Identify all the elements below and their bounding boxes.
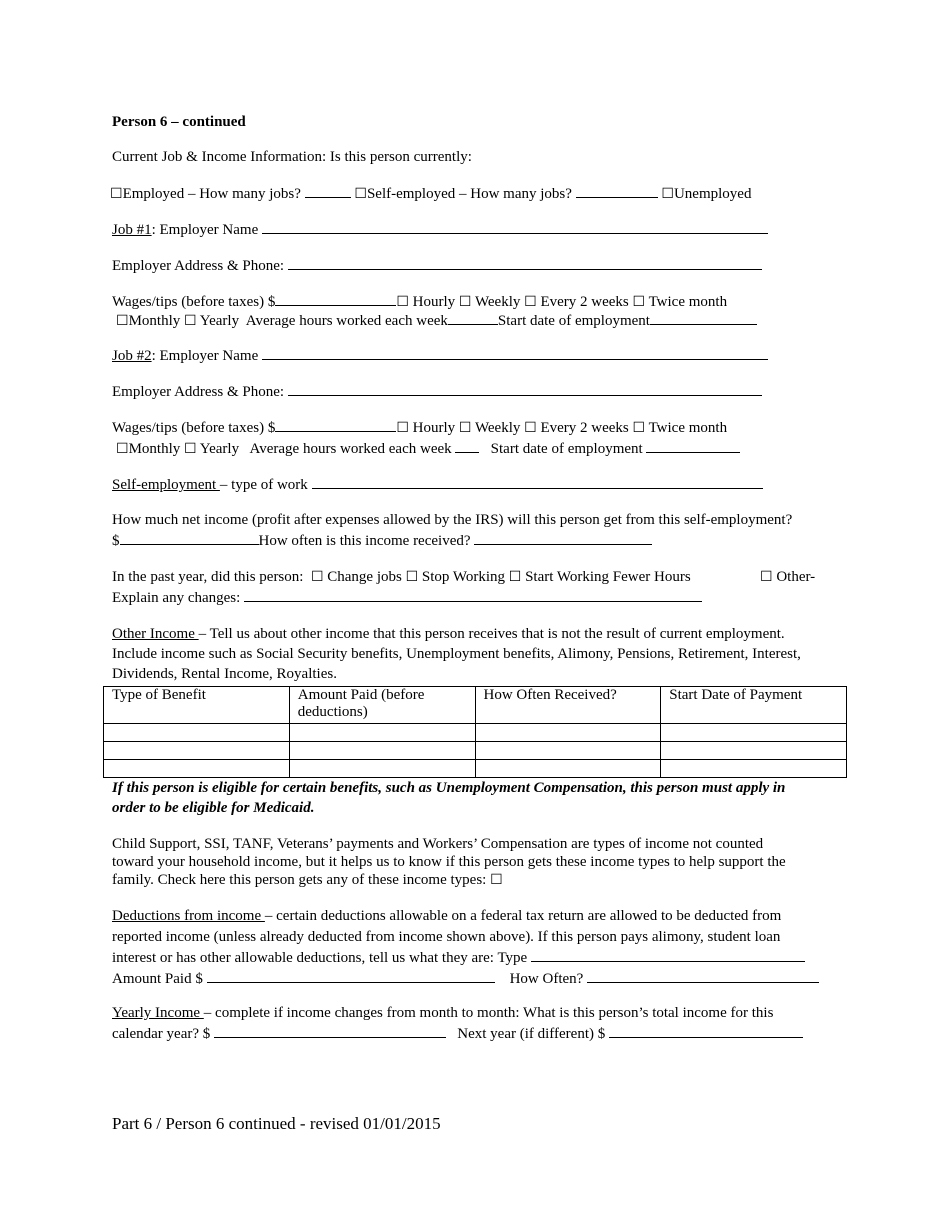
table-row — [104, 742, 847, 760]
job1-weekly-checkbox[interactable]: ☐ — [458, 294, 472, 310]
yearly-income-text1: – complete if income changes from month to month: What is this person’s total income for this — [203, 1005, 774, 1021]
table-row — [104, 724, 847, 742]
job2-yearly-checkbox[interactable]: ☐ — [184, 441, 197, 457]
table-cell[interactable] — [289, 742, 475, 760]
job1-yearly-label: Yearly — [199, 313, 240, 329]
job1-every2weeks-checkbox[interactable]: ☐ — [524, 294, 537, 310]
job2-monthly-label: Monthly — [128, 441, 181, 457]
job2-twicemonth-checkbox[interactable]: ☐ — [632, 420, 646, 436]
employed-label: Employed – How many jobs? — [122, 186, 301, 202]
table-cell[interactable] — [289, 760, 475, 778]
other-income-line3: Dividends, Rental Income, Royalties. — [112, 666, 337, 682]
other-income-line2: Include income such as Social Security benefits, Unemployment benefits, Alimony, Pensions, Retirement, Interest, — [112, 646, 801, 662]
job2-wages-row — [112, 418, 727, 437]
job1-address-row — [112, 256, 762, 275]
job2-wages-field[interactable] — [275, 418, 396, 432]
unemployed-checkbox[interactable]: ☐ — [661, 186, 674, 202]
job2-hourly-checkbox[interactable]: ☐ — [396, 420, 409, 436]
header-how-often: How Often Received? — [475, 687, 661, 724]
deductions-type-row — [112, 948, 805, 967]
job1-every2weeks-label: Every 2 weeks — [540, 294, 629, 310]
table-row — [104, 760, 847, 778]
past-year-question: In the past year, did this person: — [112, 569, 304, 585]
explain-changes-row — [112, 588, 702, 607]
job1-hourly-label: Hourly — [412, 294, 456, 310]
job1-avg-hours-label: Average hours worked each week — [245, 313, 448, 329]
yearly-income-amount-row — [112, 1024, 803, 1043]
job2-address-field[interactable] — [288, 382, 762, 396]
benefits-table — [103, 686, 847, 778]
self-employment-type-field[interactable] — [312, 475, 763, 489]
job1-avg-hours-field[interactable] — [448, 311, 498, 325]
job2-address-row — [112, 382, 762, 401]
job2-every2weeks-label: Every 2 weeks — [540, 420, 629, 436]
calendar-year-label: calendar year? $ — [112, 1026, 211, 1042]
table-cell[interactable] — [104, 760, 290, 778]
self-employment-type-label: – type of work — [219, 477, 308, 493]
job2-start-date-field[interactable] — [646, 439, 740, 453]
past-year-row — [112, 568, 691, 586]
table-cell[interactable] — [661, 724, 847, 742]
table-header-row — [104, 687, 847, 724]
unemployed-label: Unemployed — [673, 186, 752, 202]
job2-hourly-label: Hourly — [412, 420, 456, 436]
job1-monthly-checkbox[interactable]: ☐ — [116, 313, 129, 329]
eligibility-note-line2: order to be eligible for Medicaid. — [112, 800, 315, 816]
header-amount-paid: Amount Paid (before deductions) — [289, 687, 475, 724]
job2-wages-label: Wages/tips (before taxes) $ — [112, 420, 276, 436]
self-employed-label: Self-employed – How many jobs? — [366, 186, 572, 202]
table-cell[interactable] — [289, 724, 475, 742]
job1-wages-field[interactable] — [275, 292, 396, 306]
eligibility-note-line1: If this person is eligible for certain benefits, such as Unemployment Compensation, this person must apply in — [112, 780, 786, 796]
job1-wages-row — [112, 292, 727, 311]
explain-changes-label: Explain any changes: — [112, 590, 241, 606]
yearly-income-line1 — [112, 1004, 773, 1022]
next-year-label: Next year (if different) $ — [457, 1026, 606, 1042]
income-types-checkbox[interactable]: ☐ — [490, 872, 503, 888]
deductions-line1 — [112, 907, 781, 925]
job1-start-date-label: Start date of employment — [497, 313, 650, 329]
table-cell[interactable] — [104, 742, 290, 760]
job2-weekly-label: Weekly — [474, 420, 521, 436]
other-income-text1: – Tell us about other income that this person receives that is not the result of current employment. — [198, 626, 785, 642]
job2-start-date-label: Start date of employment — [490, 441, 643, 457]
other-income-label: Other Income — [112, 626, 199, 642]
header-start-date: Start Date of Payment — [661, 687, 847, 724]
job1-employer-name-label: : Employer Name — [151, 222, 259, 238]
job2-yearly-label: Yearly — [199, 441, 240, 457]
net-income-row — [112, 531, 652, 550]
job2-monthly-checkbox[interactable]: ☐ — [116, 441, 129, 457]
job1-monthly-label: Monthly — [128, 313, 181, 329]
net-income-field[interactable] — [120, 531, 259, 545]
self-employment-label: Self-employment — [112, 477, 220, 493]
job1-wages-label: Wages/tips (before taxes) $ — [112, 294, 276, 310]
not-counted-line3: family. Check here this person gets any of these income types: — [112, 872, 487, 888]
job2-every2weeks-checkbox[interactable]: ☐ — [524, 420, 537, 436]
header-type-of-benefit: Type of Benefit — [104, 687, 290, 724]
not-counted-line1: Child Support, SSI, TANF, Veterans’ payments and Workers’ Compensation are types of income not counted — [112, 836, 764, 852]
fewer-hours-label: Start Working Fewer Hours — [525, 569, 691, 585]
job1-employer-name-row — [112, 220, 768, 239]
job1-twicemonth-label: Twice month — [648, 294, 728, 310]
job1-employer-name-field[interactable] — [262, 220, 768, 234]
job2-label: Job #2 — [112, 348, 152, 364]
self-employed-jobs-count-field[interactable] — [576, 184, 658, 198]
job2-employer-name-field[interactable] — [262, 346, 768, 360]
deductions-amount-field[interactable] — [207, 969, 495, 983]
not-counted-line2: toward your household income, but it helps us to know if this person gets these income types to help support the — [112, 854, 786, 870]
job2-employer-name-label: : Employer Name — [151, 348, 259, 364]
job1-yearly-checkbox[interactable]: ☐ — [184, 313, 197, 329]
change-jobs-checkbox[interactable]: ☐ — [310, 569, 324, 585]
job1-start-date-field[interactable] — [650, 311, 757, 325]
explain-changes-field[interactable] — [244, 588, 702, 602]
other-income-line1 — [112, 625, 785, 643]
stop-working-label: Stop Working — [421, 569, 506, 585]
table-cell[interactable] — [475, 742, 661, 760]
deductions-label: Deductions from income — [112, 908, 265, 924]
other-change-label: Other- — [776, 569, 816, 585]
table-cell[interactable] — [475, 724, 661, 742]
job2-twicemonth-label: Twice month — [648, 420, 728, 436]
table-cell[interactable] — [104, 724, 290, 742]
job1-twicemonth-checkbox[interactable]: ☐ — [632, 294, 646, 310]
page-footer: Part 6 / Person 6 continued - revised 01/01/2015 — [112, 1114, 441, 1133]
net-income-dollar: $ — [112, 533, 120, 549]
job2-hours-row — [116, 439, 740, 458]
employed-checkbox[interactable]: ☐ — [110, 186, 123, 202]
deductions-how-often-field[interactable] — [587, 969, 819, 983]
calendar-year-field[interactable] — [214, 1024, 446, 1038]
net-income-question: How much net income (profit after expenses allowed by the IRS) will this person get from this self-employment? — [112, 512, 793, 528]
change-jobs-label: Change jobs — [327, 569, 402, 585]
job2-avg-hours-label: Average hours worked each week — [249, 441, 452, 457]
job1-hours-row — [116, 311, 757, 330]
self-employed-checkbox[interactable]: ☐ — [354, 186, 367, 202]
employed-jobs-count-field[interactable] — [305, 184, 351, 198]
table-cell[interactable] — [661, 760, 847, 778]
deductions-line2: reported income (unless already deducted from income shown above). If this person pays alimony, student loan — [112, 929, 781, 945]
current-job-intro: Current Job & Income Information: Is this person currently: — [112, 149, 472, 165]
deductions-amount-label: Amount Paid $ — [112, 971, 203, 987]
deductions-line3: interest or has other allowable deductions, tell us what they are: Type — [112, 950, 528, 966]
deductions-amount-row — [112, 969, 819, 988]
net-income-how-often-label: How often is this income received? — [258, 533, 471, 549]
past-year-other — [760, 568, 815, 586]
job1-hourly-checkbox[interactable]: ☐ — [396, 294, 409, 310]
yearly-income-label: Yearly Income — [112, 1005, 204, 1021]
deductions-text1: – certain deductions allowable on a federal tax return are allowed to be deducted from — [264, 908, 782, 924]
next-year-field[interactable] — [609, 1024, 803, 1038]
job1-label: Job #1 — [112, 222, 152, 238]
not-counted-line3-row — [112, 871, 503, 889]
job2-avg-hours-field[interactable] — [455, 439, 479, 453]
deductions-how-often-label: How Often? — [509, 971, 584, 987]
section-heading: Person 6 – continued — [112, 114, 246, 130]
stop-working-checkbox[interactable]: ☐ — [405, 569, 419, 585]
net-income-how-often-field[interactable] — [474, 531, 652, 545]
job1-address-field[interactable] — [288, 256, 762, 270]
fewer-hours-checkbox[interactable]: ☐ — [508, 569, 522, 585]
deductions-type-field[interactable] — [531, 948, 805, 962]
table-cell[interactable] — [475, 760, 661, 778]
job2-weekly-checkbox[interactable]: ☐ — [458, 420, 472, 436]
job2-address-label: Employer Address & Phone: — [112, 384, 285, 400]
table-cell[interactable] — [661, 742, 847, 760]
job1-address-label: Employer Address & Phone: — [112, 258, 285, 274]
other-change-checkbox[interactable]: ☐ — [760, 569, 773, 585]
job2-employer-name-row — [112, 346, 768, 365]
employment-status-row — [110, 184, 751, 203]
self-employment-row — [112, 475, 763, 494]
job1-weekly-label: Weekly — [474, 294, 521, 310]
